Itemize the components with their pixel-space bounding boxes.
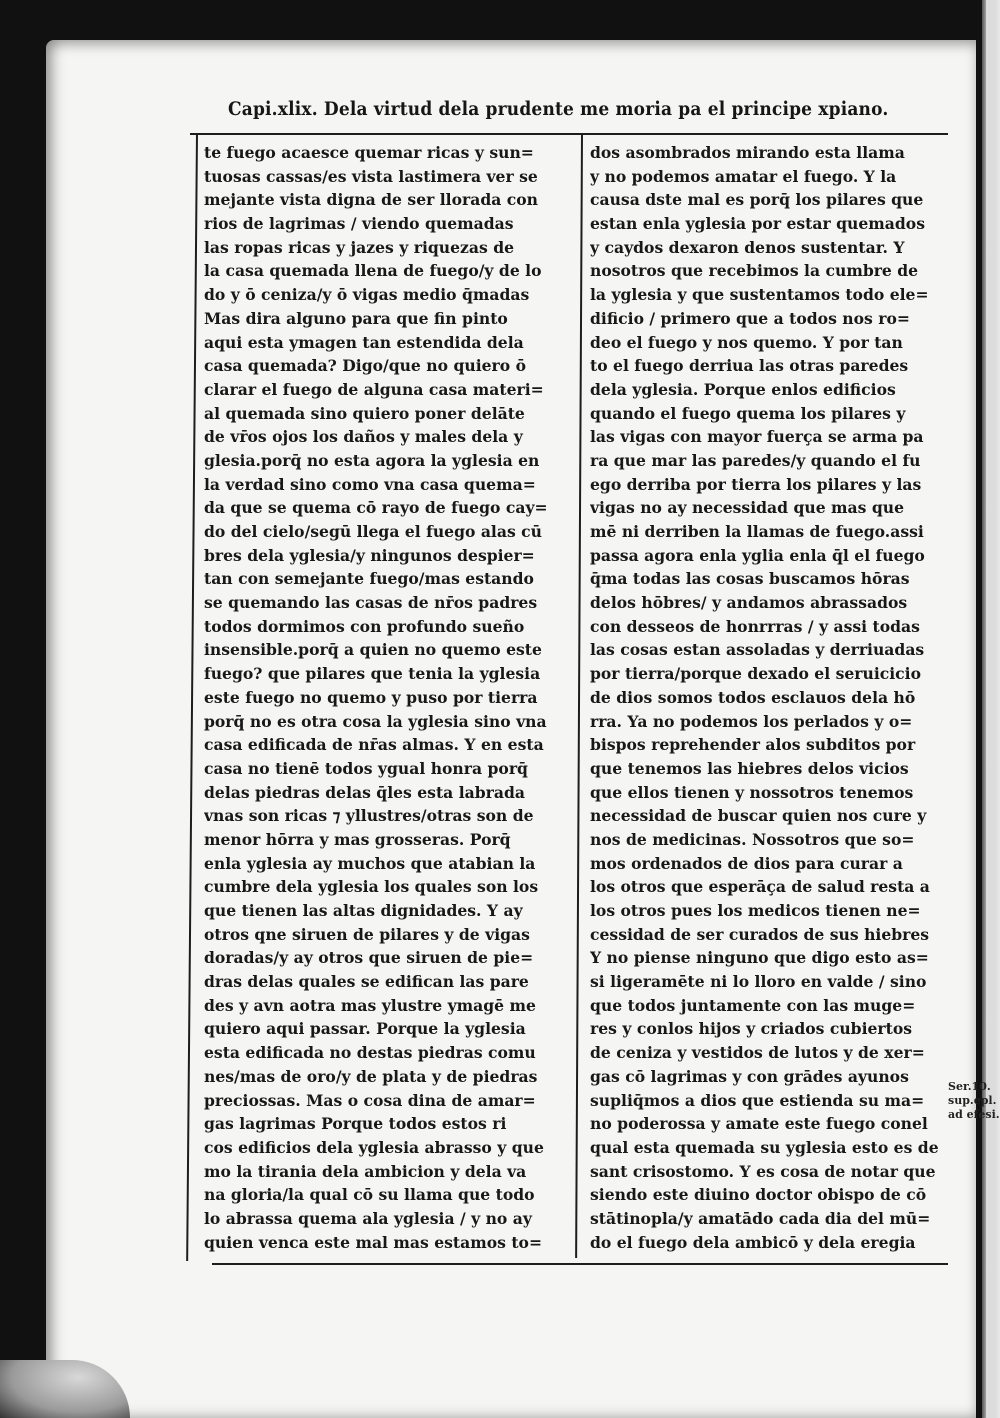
left-column-line: casa edificada de nr̄as almas. Y en esta [204,735,544,755]
right-column-line: los otros que esperāça de salud resta a [590,877,930,897]
right-column-line: con desseos de honrrras / y assi todas [590,616,920,636]
left-column-line: te fuego acaesce quemar ricas y sun= [204,143,534,162]
left-column-line: quien venca este mal mas estamos to= [204,1232,543,1252]
right-column-line: las vigas con mayor fuerça se arma pa [590,427,924,447]
left-column-line: na gloria/la qual cō su llama que todo [204,1185,535,1205]
right-column-line: por tierra/porque dexado el seruicicio [590,664,921,684]
left-column-line: tuosas cassas/es vista lastimera ver se [204,166,538,186]
right-column-line: estan enla yglesia por estar quemados [590,214,925,234]
right-column-line: la yglesia y que sustentamos todo ele= [590,285,929,305]
right-column-line: que todos juntamente con las muge= [590,995,916,1015]
left-column-line: dras delas quales se edifican las pare [204,972,529,992]
left-column-line: Mas dira alguno para que fin pinto [204,308,508,328]
left-column-line: las ropas ricas y jazes y riquezas de [204,237,515,257]
left-column-line: casa quemada? Digo/que no quiero ō [204,356,526,376]
left-column [204,141,576,1254]
left-column-line: glesia.porq̄ no esta agora la yglesia en [204,450,540,470]
left-column-line: se quemando las casas de nr̄os padres [204,593,538,613]
right-column-line: siendo este diuino doctor obispo de cō [590,1185,927,1205]
right-column-line: supliq̄mos a dios que estienda su ma= [590,1090,925,1110]
right-column-line: passa agora enla yglia enla q̄l el fuego [590,545,925,565]
left-column-line: clarar el fuego de alguna casa materi= [204,379,544,399]
right-column-line: y no podemos amatar el fuego. Y la [590,166,897,186]
right-column-line: dos asombrados mirando esta llama [590,143,905,162]
left-column-line: nes/mas de oro/y de plata y de piedras [204,1066,538,1086]
left-column-line: cumbre dela yglesia los quales son los [204,877,539,897]
right-column-line: Y no piense ninguno que digo esto as= [590,948,929,968]
right-column-line: quando el fuego quema los pilares y [590,403,906,423]
right-column-line: ego derriba por tierra los pilares y las [590,474,922,494]
right-column-line: los otros pues los medicos tienen ne= [590,901,921,920]
right-column-line: deo el fuego y nos quemo. Y por tan [590,332,903,352]
left-column-line: doradas/y ay otros que siruen de pie= [204,948,534,968]
left-column-line: tan con semejante fuego/mas estando [204,569,534,589]
left-column-line: otros qne siruen de pilares y de vigas [204,924,530,944]
left-column-line: enla yglesia ay muchos que atabian la [204,853,536,873]
right-column-line: qual esta quemada su yglesia esto es de [590,1137,939,1157]
margin-note-line: ad efesi. [948,1108,1000,1121]
left-column-line: la casa quemada llena de fuego/y de lo [204,261,542,281]
left-column-line: que tienen las altas dignidades. Y ay [204,901,523,920]
right-column-line: do el fuego dela ambicō y dela eregia [590,1232,916,1252]
margin-note [948,1080,998,1122]
right-column-line: de ceniza y vestidos de lutos y de xer= [590,1043,925,1063]
right-column-line: y caydos dexaron denos sustentar. Y [590,237,905,257]
left-column-line: rios de lagrimas / viendo quemadas [204,214,514,234]
left-column-line: casa no tienē todos ygual honra porq̄ [204,758,528,778]
frame-rule-bottom [212,1263,948,1265]
margin-note-line: Ser.10. [948,1080,991,1093]
text-frame [190,133,950,1265]
left-column-line: este fuego no quemo y puso por tierra [204,687,538,707]
right-column-line: las cosas estan assoladas y derriuadas [590,640,925,660]
right-column-line: mos ordenados de dios para curar a [590,853,903,873]
right-column-line: cessidad de ser curados de sus hiebres [590,924,930,944]
left-column-line: lo abrassa quema ala yglesia / y no ay [204,1208,532,1228]
right-column-line: necessidad de buscar quien nos cure y [590,806,927,826]
right-column-line: si ligeramēte ni lo lloro en valde / sino [590,972,927,992]
left-column-line: insensible.porq̄ a quien no quemo este [204,640,542,660]
right-column-line: delos hōbres/ y andamos abrassados [590,593,908,613]
left-column-line: delas piedras delas q̄les esta labrada [204,782,525,802]
left-column-line: quiero aqui passar. Porque la yglesia [204,1019,526,1039]
right-column-line: causa dste mal es porq̄ los pilares que [590,190,924,210]
left-column-line: vnas son ricas ⁊ yllustres/otras son de [204,806,534,826]
right-column-line: vigas no ay necessidad que mas que [590,498,905,518]
right-column-line: mē ni derriben la llamas de fuego.assi [590,522,924,541]
leaf-strip [986,0,996,1418]
margin-note-line: sup.epl. [948,1094,997,1107]
left-column-line: des y avn aotra mas ylustre ymagē me [204,995,536,1015]
right-column-line: stātinopla/y amatādo cada dia del mū= [590,1208,931,1228]
right-column-line: q̄ma todas las cosas buscamos hōras [590,569,910,589]
right-column-line: de dios somos todos esclauos dela hō [590,687,916,707]
left-column-line: esta edificada no destas piedras comu [204,1043,536,1063]
right-column-line: gas cō lagrimas y con grādes ayunos [590,1066,909,1086]
right-column-line: nos de medicinas. Nossotros que so= [590,829,915,849]
left-column-line: da que se quema cō rayo de fuego cay= [204,498,548,518]
right-column [590,141,948,1254]
right-column-line: res y conlos hijos y criados cubiertos [590,1019,913,1039]
left-column-line: al quemada sino quiero poner delāte [204,403,525,423]
right-column-line: nosotros que recebimos la cumbre de [590,261,919,281]
right-column-line: bispos reprehender alos subditos por [590,735,916,755]
left-column-line: aqui esta ymagen tan estendida dela [204,332,524,352]
running-header: Capi.xlix. Dela virtud dela prudente me moria pa el principe xpiano. [228,98,889,120]
right-column-line: ra que mar las paredes/y quando el fu [590,450,921,470]
left-column-line: la verdad sino como vna casa quema= [204,474,536,494]
left-column-line: de vr̄os ojos los daños y males dela y [204,427,523,447]
left-column-line: mejante vista digna de ser llorada con [204,190,538,210]
next-leaf-edge [982,0,1000,1418]
left-column-line: cos edificios dela yglesia abrasso y que [204,1137,544,1157]
right-column-line: que tenemos las hiebres delos vicios [590,758,909,778]
right-column-line: que ellos tienen y nossotros tenemos [590,782,914,802]
left-column-line: bres dela yglesia/y ningunos despier= [204,545,535,565]
left-column-line: preciossas. Mas o cosa dina de amar= [204,1090,536,1110]
left-column-line: gas lagrimas Porque todos estos ri [204,1114,507,1134]
right-column-line: dela yglesia. Porque enlos edificios [590,379,896,399]
left-column-line: menor hōrra y mas grosseras. Porq̄ [204,829,511,849]
column-divider [575,133,583,1258]
left-column-line: do del cielo/segū llega el fuego alas cū [204,522,542,541]
right-column-line: to el fuego derriua las otras paredes [590,356,909,376]
right-column-line: dificio / primero que a todos nos ro= [590,308,910,328]
right-column-line: rra. Ya no podemos los perlados y o= [590,711,913,731]
left-column-line: do y ō ceniza/y ō vigas medio q̄madas [204,285,530,305]
frame-rule-top [190,133,948,135]
left-column-line: todos dormimos con profundo sueño [204,616,525,636]
right-column-line: no poderossa y amate este fuego conel [590,1114,928,1134]
right-column-line: sant crisostomo. Y es cosa de notar que [590,1161,936,1181]
left-column-line: mo la tirania dela ambicion y dela va [204,1161,527,1181]
left-column-line: fuego? que pilares que tenia la yglesia [204,664,541,684]
left-column-line: porq̄ no es otra cosa la yglesia sino vna [204,711,547,731]
